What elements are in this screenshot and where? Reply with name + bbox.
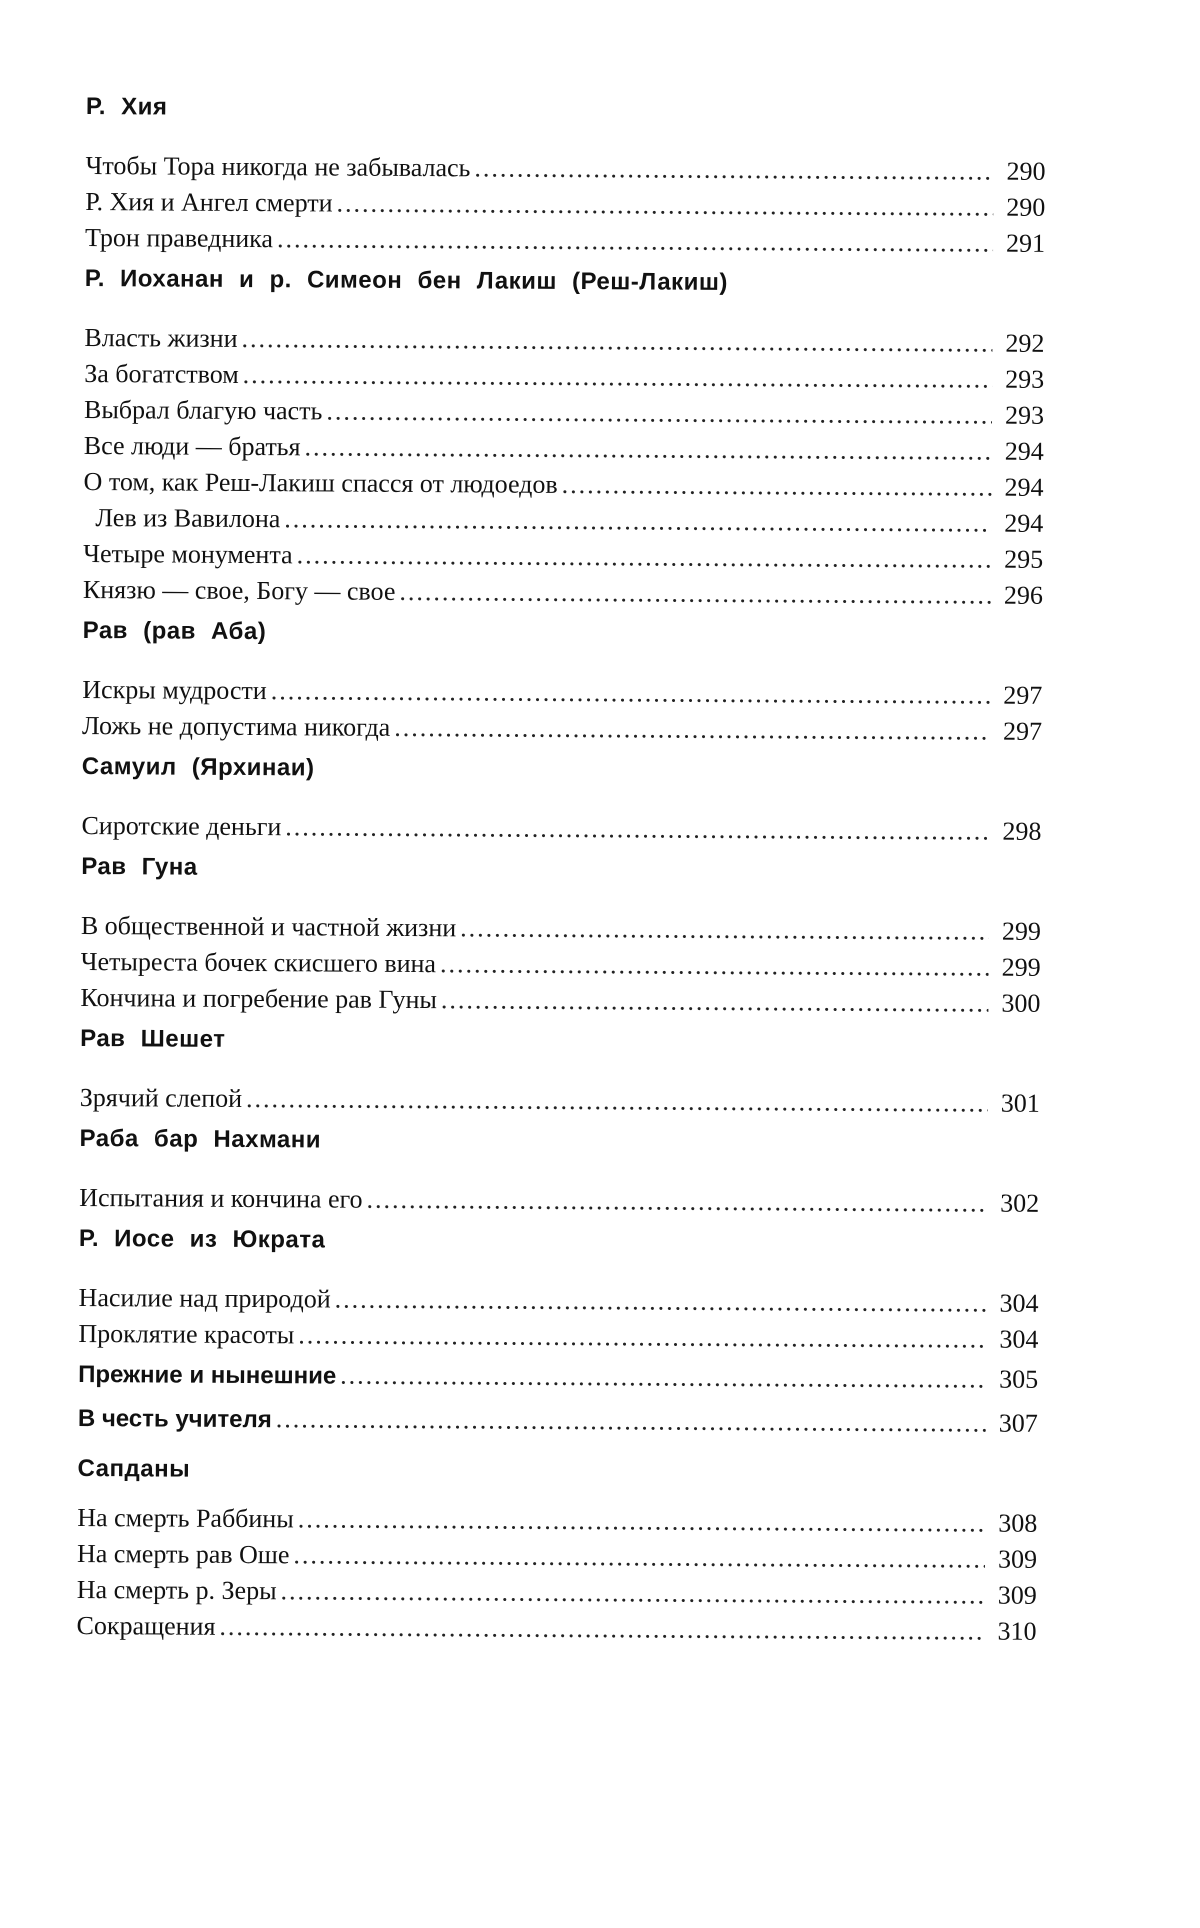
dot-leader — [293, 1537, 985, 1577]
dot-leader — [280, 1573, 984, 1613]
section-heading: Р. Хия — [85, 92, 168, 121]
dot-leader — [399, 574, 991, 614]
toc-entry[interactable] — [85, 148, 1045, 190]
toc-entry-page: 292 — [1005, 328, 1045, 358]
section-heading: Рав Шешет — [80, 1024, 226, 1053]
toc-entry-page: 304 — [999, 1324, 1039, 1354]
section-heading: Р. Иосе из Юкрата — [78, 1224, 326, 1254]
toc-entry[interactable] — [78, 1396, 1038, 1446]
toc-entry[interactable] — [81, 808, 1041, 850]
dot-leader — [276, 1397, 986, 1445]
toc-entry[interactable] — [82, 672, 1042, 714]
toc-entry-title: Четыре монумента — [83, 538, 293, 570]
toc-entry[interactable] — [83, 500, 1043, 542]
dot-leader — [366, 1182, 987, 1222]
toc-entry[interactable] — [79, 1180, 1039, 1222]
toc-entry-page: 297 — [1003, 680, 1043, 710]
toc-entry-page: 296 — [1003, 580, 1044, 610]
toc-entry-title: Трон праведника — [84, 222, 274, 254]
dot-leader — [241, 321, 992, 362]
dot-leader — [440, 946, 989, 985]
dot-leader — [271, 673, 991, 713]
toc-entry-title: Искры мудрости — [82, 674, 267, 706]
dot-leader — [336, 186, 993, 226]
toc-entry-page: 294 — [1004, 472, 1044, 502]
dot-leader — [297, 537, 992, 577]
toc-entry[interactable] — [84, 428, 1044, 470]
dot-leader — [335, 1282, 987, 1322]
toc-entry[interactable] — [83, 464, 1043, 506]
toc-entry-title: Ложь не допустима никогда — [82, 710, 391, 742]
toc-entry[interactable] — [77, 1500, 1037, 1542]
dot-leader — [304, 429, 991, 469]
toc-entry-page: 300 — [1001, 988, 1041, 1018]
dot-leader — [474, 150, 993, 189]
toc-entry-title: Р. Хия и Ангел смерти — [85, 186, 333, 218]
toc-entry-title: Сиротские деньги — [81, 810, 282, 842]
toc-entry-title: Четыреста бочек скисшего вина — [80, 946, 437, 979]
toc-entry-title: На смерть Раббины — [77, 1502, 294, 1534]
section-heading: Рав Гуна — [81, 852, 198, 881]
toc-entry-title: Выбрал благую часть — [83, 394, 323, 426]
table-of-contents — [76, 88, 1045, 1650]
dot-leader — [562, 467, 992, 506]
section-heading: Сапданы — [77, 1454, 191, 1483]
section-heading: Рав (рав Аба) — [82, 616, 267, 646]
toc-entry-page: 304 — [999, 1288, 1039, 1318]
dot-leader — [243, 357, 993, 398]
toc-entry-title: Чтобы Тора никогда не забывалась — [85, 150, 471, 183]
toc-entry-page: 308 — [998, 1508, 1038, 1538]
toc-entry-page: 305 — [999, 1364, 1039, 1394]
toc-entry[interactable] — [78, 1280, 1038, 1322]
toc-entry-page: 299 — [1001, 952, 1041, 982]
toc-entry-title: Лев из Вавилона — [95, 503, 281, 534]
section-heading: Самуил (Ярхинаи) — [81, 752, 315, 782]
dot-leader — [277, 221, 993, 261]
toc-entry[interactable] — [78, 1352, 1038, 1402]
section-heading: Р. Иоханан и р. Симеон бен Лакиш (Реш-Лакиш) — [84, 264, 728, 296]
toc-entry-page: 297 — [1003, 716, 1043, 746]
toc-entry-title: Зрячий слепой — [79, 1082, 243, 1113]
toc-entry-page: 291 — [1005, 228, 1046, 258]
toc-entry-title: Все люди — братья — [83, 430, 301, 462]
toc-entry[interactable] — [76, 1608, 1036, 1650]
toc-entry-page: 290 — [1006, 192, 1046, 222]
toc-entry-title: О том, как Реш-Лакиш спасся от людоедов — [83, 466, 558, 499]
toc-entry[interactable] — [77, 1536, 1037, 1578]
toc-entry-title: Князю — свое, Богу — свое — [82, 574, 396, 606]
toc-entry-title: Проклятие красоты — [78, 1318, 295, 1350]
dot-leader — [340, 1354, 986, 1402]
toc-entry-page: 309 — [997, 1544, 1038, 1574]
dot-leader — [460, 910, 989, 949]
toc-entry-page: 307 — [998, 1408, 1038, 1438]
dot-leader — [298, 1501, 986, 1541]
toc-entry-page: 294 — [1004, 508, 1044, 538]
toc-entry-page: 293 — [1004, 400, 1045, 430]
toc-entry[interactable] — [81, 944, 1041, 986]
toc-entry[interactable] — [78, 1316, 1038, 1358]
toc-entry-title: Прежние и нынешние — [78, 1360, 337, 1390]
toc-entry[interactable] — [82, 708, 1042, 750]
dot-leader — [298, 1317, 986, 1357]
dot-leader — [326, 393, 992, 433]
toc-entry-page: 294 — [1004, 436, 1044, 466]
toc-entry-title: На смерть рав Оше — [76, 1538, 290, 1570]
toc-entry-title: Насилие над природой — [78, 1282, 331, 1314]
dot-leader — [394, 710, 990, 750]
toc-entry-page: 298 — [1002, 816, 1042, 846]
toc-entry-page: 309 — [997, 1580, 1037, 1610]
toc-entry-page: 290 — [1006, 156, 1046, 186]
dot-leader — [246, 1081, 988, 1122]
toc-entry[interactable] — [85, 184, 1045, 226]
toc-entry-page: 310 — [997, 1616, 1037, 1646]
toc-entry-page: 293 — [1005, 364, 1045, 394]
toc-entry[interactable] — [77, 1572, 1037, 1614]
toc-entry[interactable] — [83, 572, 1043, 614]
toc-entry[interactable] — [80, 980, 1040, 1022]
toc-entry-page: 299 — [1001, 916, 1041, 946]
toc-entry[interactable] — [81, 908, 1041, 950]
toc-entry-title: Власть жизни — [84, 322, 238, 353]
toc-entry-page: 301 — [1000, 1088, 1040, 1118]
toc-entry[interactable] — [85, 220, 1045, 262]
toc-entry-title: Кончина и погребение рав Гуны — [80, 982, 438, 1015]
toc-entry-title: Сокращения — [76, 1610, 216, 1641]
toc-entry[interactable] — [84, 392, 1044, 434]
toc-entry-page: 295 — [1004, 544, 1044, 574]
toc-entry[interactable] — [80, 1080, 1040, 1122]
toc-entry-title: На смерть р. Зеры — [76, 1574, 277, 1606]
section-heading: Раба бар Нахмани — [79, 1124, 322, 1154]
toc-entry-title: В общественной и частной жизни — [80, 910, 457, 943]
dot-leader — [441, 982, 989, 1021]
dot-leader — [219, 1609, 984, 1650]
toc-entry[interactable] — [83, 536, 1043, 578]
toc-entry-title: Испытания и кончина его — [79, 1182, 363, 1214]
dot-leader — [284, 501, 991, 541]
toc-entry-title: За богатством — [84, 358, 239, 389]
toc-entry-title: В честь учителя — [77, 1404, 272, 1434]
toc-entry-page: 302 — [1000, 1188, 1040, 1218]
dot-leader — [285, 809, 989, 849]
toc-entry[interactable] — [84, 320, 1044, 362]
toc-entry[interactable] — [84, 356, 1044, 398]
